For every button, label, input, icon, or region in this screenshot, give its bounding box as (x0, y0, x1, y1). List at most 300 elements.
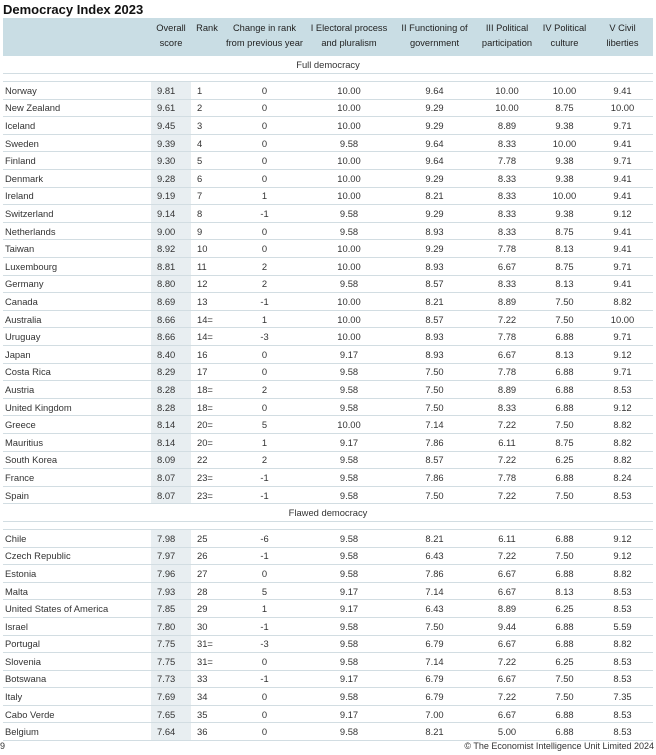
table-row (3, 398, 653, 416)
participation-score: 8.89 (477, 117, 537, 135)
civil-liberties-score: 8.53 (592, 723, 653, 741)
change-in-rank: 2 (223, 275, 306, 293)
participation-score: 8.33 (477, 275, 537, 293)
electoral-process-score: 9.58 (306, 451, 392, 469)
change-in-rank: 1 (223, 187, 306, 205)
functioning-score: 8.93 (392, 258, 477, 276)
culture-score: 6.88 (537, 617, 592, 635)
civil-liberties-score: 8.53 (592, 653, 653, 671)
rank: 13 (191, 293, 223, 311)
civil-liberties-score: 9.41 (592, 240, 653, 258)
rank: 9 (191, 222, 223, 240)
participation-score: 7.78 (477, 328, 537, 346)
page-number: 9 (0, 741, 6, 751)
rank: 5 (191, 152, 223, 170)
culture-score: 7.50 (537, 486, 592, 504)
civil-liberties-score: 9.41 (592, 275, 653, 293)
participation-score: 6.67 (477, 582, 537, 600)
overall-score: 8.14 (151, 416, 191, 434)
civil-liberties-score: 8.24 (592, 469, 653, 487)
page-title: Democracy Index 2023 (3, 2, 144, 17)
country-name: South Korea (3, 451, 151, 469)
electoral-process-score: 10.00 (306, 240, 392, 258)
rank: 25 (191, 529, 223, 547)
functioning-score: 7.50 (392, 381, 477, 399)
table-row (3, 275, 653, 293)
section-spacer (3, 521, 653, 529)
country-name: Finland (3, 152, 151, 170)
civil-liberties-score: 9.41 (592, 170, 653, 188)
civil-liberties-score: 9.71 (592, 152, 653, 170)
header-political-culture: IV Political culture (537, 18, 592, 56)
functioning-score: 7.50 (392, 363, 477, 381)
rank: 7 (191, 187, 223, 205)
table-row (3, 635, 653, 653)
change-in-rank: 5 (223, 416, 306, 434)
overall-score: 7.97 (151, 547, 191, 565)
culture-score: 7.50 (537, 293, 592, 311)
country-name: Chile (3, 529, 151, 547)
civil-liberties-score: 8.82 (592, 565, 653, 583)
table-row (3, 363, 653, 381)
change-in-rank: 0 (223, 688, 306, 706)
electoral-process-score: 10.00 (306, 99, 392, 117)
functioning-score: 7.86 (392, 433, 477, 451)
rank: 30 (191, 617, 223, 635)
civil-liberties-score: 8.82 (592, 451, 653, 469)
electoral-process-score: 10.00 (306, 152, 392, 170)
participation-score: 7.78 (477, 152, 537, 170)
country-name: Germany (3, 275, 151, 293)
civil-liberties-score: 8.53 (592, 381, 653, 399)
culture-score: 9.38 (537, 117, 592, 135)
rank: 20= (191, 416, 223, 434)
overall-score: 8.40 (151, 346, 191, 364)
culture-score: 6.88 (537, 328, 592, 346)
change-in-rank: 0 (223, 170, 306, 188)
country-name: Portugal (3, 635, 151, 653)
change-in-rank: 0 (223, 363, 306, 381)
change-in-rank: -1 (223, 486, 306, 504)
rank: 31= (191, 653, 223, 671)
rank: 33 (191, 670, 223, 688)
functioning-score: 9.64 (392, 82, 477, 100)
participation-score: 7.22 (477, 547, 537, 565)
change-in-rank: -6 (223, 529, 306, 547)
culture-score: 7.50 (537, 416, 592, 434)
header-overall-score: Overall score (151, 18, 191, 56)
electoral-process-score: 10.00 (306, 293, 392, 311)
table-row (3, 170, 653, 188)
culture-score: 6.88 (537, 723, 592, 741)
electoral-process-score: 9.58 (306, 635, 392, 653)
civil-liberties-score: 8.82 (592, 635, 653, 653)
functioning-score: 8.57 (392, 310, 477, 328)
civil-liberties-score: 9.41 (592, 82, 653, 100)
change-in-rank: 0 (223, 222, 306, 240)
country-name: Luxembourg (3, 258, 151, 276)
table-row (3, 258, 653, 276)
country-name: Italy (3, 688, 151, 706)
civil-liberties-score: 9.71 (592, 363, 653, 381)
overall-score: 7.93 (151, 582, 191, 600)
overall-score: 9.39 (151, 134, 191, 152)
overall-score: 8.28 (151, 398, 191, 416)
change-in-rank: -1 (223, 670, 306, 688)
rank: 29 (191, 600, 223, 618)
section-header-row (3, 56, 653, 74)
country-name: Slovenia (3, 653, 151, 671)
culture-score: 8.75 (537, 99, 592, 117)
electoral-process-score: 9.58 (306, 688, 392, 706)
participation-score: 6.11 (477, 433, 537, 451)
electoral-process-score: 10.00 (306, 170, 392, 188)
democracy-index-table (3, 18, 653, 741)
electoral-process-score: 9.58 (306, 222, 392, 240)
rank: 1 (191, 82, 223, 100)
table-row (3, 346, 653, 364)
section-label: Flawed democracy (3, 504, 653, 522)
civil-liberties-score: 5.59 (592, 617, 653, 635)
electoral-process-score: 10.00 (306, 328, 392, 346)
rank: 18= (191, 398, 223, 416)
functioning-score: 6.79 (392, 670, 477, 688)
overall-score: 7.85 (151, 600, 191, 618)
participation-score: 8.33 (477, 134, 537, 152)
civil-liberties-score: 9.71 (592, 117, 653, 135)
change-in-rank: 0 (223, 705, 306, 723)
culture-score: 7.50 (537, 688, 592, 706)
overall-score: 9.00 (151, 222, 191, 240)
table-row (3, 565, 653, 583)
overall-score: 7.96 (151, 565, 191, 583)
electoral-process-score: 9.58 (306, 617, 392, 635)
overall-score: 7.75 (151, 653, 191, 671)
country-name: Czech Republic (3, 547, 151, 565)
change-in-rank: -1 (223, 617, 306, 635)
functioning-score: 6.79 (392, 635, 477, 653)
change-in-rank: 0 (223, 117, 306, 135)
electoral-process-score: 9.58 (306, 486, 392, 504)
civil-liberties-score: 8.53 (592, 670, 653, 688)
functioning-score: 7.14 (392, 416, 477, 434)
functioning-score: 7.14 (392, 582, 477, 600)
overall-score: 9.30 (151, 152, 191, 170)
change-in-rank: 0 (223, 723, 306, 741)
overall-score: 7.80 (151, 617, 191, 635)
table-row (3, 293, 653, 311)
civil-liberties-score: 8.82 (592, 416, 653, 434)
culture-score: 6.88 (537, 635, 592, 653)
civil-liberties-score: 8.53 (592, 705, 653, 723)
overall-score: 8.29 (151, 363, 191, 381)
civil-liberties-score: 10.00 (592, 99, 653, 117)
civil-liberties-score: 9.41 (592, 134, 653, 152)
functioning-score: 8.57 (392, 275, 477, 293)
country-name: Netherlands (3, 222, 151, 240)
change-in-rank: 0 (223, 134, 306, 152)
culture-score: 10.00 (537, 134, 592, 152)
header-electoral-process: I Electoral process and pluralism (306, 18, 392, 56)
functioning-score: 8.21 (392, 723, 477, 741)
section-spacer (3, 74, 653, 82)
functioning-score: 7.50 (392, 398, 477, 416)
functioning-score: 9.29 (392, 170, 477, 188)
civil-liberties-score: 9.41 (592, 187, 653, 205)
participation-score: 6.67 (477, 635, 537, 653)
overall-score: 7.69 (151, 688, 191, 706)
change-in-rank: 0 (223, 240, 306, 258)
electoral-process-score: 9.58 (306, 275, 392, 293)
civil-liberties-score: 9.12 (592, 529, 653, 547)
participation-score: 7.22 (477, 451, 537, 469)
civil-liberties-score: 9.41 (592, 222, 653, 240)
electoral-process-score: 9.58 (306, 723, 392, 741)
functioning-score: 8.21 (392, 187, 477, 205)
table-row (3, 117, 653, 135)
country-name: Costa Rica (3, 363, 151, 381)
change-in-rank: 0 (223, 653, 306, 671)
culture-score: 8.75 (537, 433, 592, 451)
country-name: United States of America (3, 600, 151, 618)
electoral-process-score: 9.17 (306, 346, 392, 364)
country-name: Uruguay (3, 328, 151, 346)
change-in-rank: 0 (223, 398, 306, 416)
electoral-process-score: 9.58 (306, 529, 392, 547)
table-row (3, 617, 653, 635)
electoral-process-score: 9.58 (306, 205, 392, 223)
culture-score: 6.25 (537, 653, 592, 671)
electoral-process-score: 9.17 (306, 670, 392, 688)
table-row (3, 205, 653, 223)
functioning-score: 6.43 (392, 547, 477, 565)
culture-score: 9.38 (537, 170, 592, 188)
overall-score: 8.81 (151, 258, 191, 276)
electoral-process-score: 9.58 (306, 134, 392, 152)
culture-score: 8.13 (537, 240, 592, 258)
culture-score: 10.00 (537, 82, 592, 100)
rank: 35 (191, 705, 223, 723)
electoral-process-score: 9.17 (306, 600, 392, 618)
table-row (3, 451, 653, 469)
overall-score: 9.45 (151, 117, 191, 135)
participation-score: 9.44 (477, 617, 537, 635)
section-label: Full democracy (3, 56, 653, 74)
rank: 26 (191, 547, 223, 565)
change-in-rank: 0 (223, 152, 306, 170)
participation-score: 8.33 (477, 205, 537, 223)
functioning-score: 6.79 (392, 688, 477, 706)
participation-score: 6.67 (477, 705, 537, 723)
copyright-notice: © The Economist Intelligence Unit Limited 2024 (464, 741, 654, 751)
change-in-rank: -3 (223, 328, 306, 346)
civil-liberties-score: 8.53 (592, 600, 653, 618)
table-row (3, 222, 653, 240)
participation-score: 8.33 (477, 222, 537, 240)
electoral-process-score: 10.00 (306, 310, 392, 328)
participation-score: 7.78 (477, 469, 537, 487)
culture-score: 6.25 (537, 600, 592, 618)
table-body (3, 56, 653, 741)
civil-liberties-score: 8.82 (592, 293, 653, 311)
rank: 17 (191, 363, 223, 381)
culture-score: 6.25 (537, 451, 592, 469)
participation-score: 7.22 (477, 653, 537, 671)
rank: 2 (191, 99, 223, 117)
table-row (3, 653, 653, 671)
civil-liberties-score: 7.35 (592, 688, 653, 706)
rank: 18= (191, 381, 223, 399)
change-in-rank: 0 (223, 346, 306, 364)
table-row (3, 328, 653, 346)
participation-score: 6.67 (477, 565, 537, 583)
change-in-rank: 5 (223, 582, 306, 600)
overall-score: 9.61 (151, 99, 191, 117)
electoral-process-score: 9.17 (306, 582, 392, 600)
civil-liberties-score: 9.12 (592, 346, 653, 364)
change-in-rank: 1 (223, 433, 306, 451)
country-name: Cabo Verde (3, 705, 151, 723)
country-name: Sweden (3, 134, 151, 152)
overall-score: 8.14 (151, 433, 191, 451)
culture-score: 7.50 (537, 547, 592, 565)
participation-score: 8.89 (477, 293, 537, 311)
country-name: Ireland (3, 187, 151, 205)
civil-liberties-score: 9.12 (592, 205, 653, 223)
functioning-score: 9.64 (392, 152, 477, 170)
overall-score: 8.66 (151, 328, 191, 346)
culture-score: 6.88 (537, 565, 592, 583)
functioning-score: 9.29 (392, 117, 477, 135)
overall-score: 7.98 (151, 529, 191, 547)
table-row (3, 600, 653, 618)
participation-score: 10.00 (477, 99, 537, 117)
culture-score: 6.88 (537, 469, 592, 487)
civil-liberties-score: 9.12 (592, 398, 653, 416)
rank: 12 (191, 275, 223, 293)
electoral-process-score: 9.58 (306, 469, 392, 487)
culture-score: 6.88 (537, 705, 592, 723)
country-name: Taiwan (3, 240, 151, 258)
rank: 3 (191, 117, 223, 135)
change-in-rank: 2 (223, 381, 306, 399)
participation-score: 6.11 (477, 529, 537, 547)
country-name: Canada (3, 293, 151, 311)
culture-score: 9.38 (537, 152, 592, 170)
change-in-rank: -1 (223, 205, 306, 223)
participation-score: 5.00 (477, 723, 537, 741)
overall-score: 7.75 (151, 635, 191, 653)
electoral-process-score: 9.58 (306, 547, 392, 565)
change-in-rank: 1 (223, 600, 306, 618)
rank: 27 (191, 565, 223, 583)
overall-score: 9.81 (151, 82, 191, 100)
participation-score: 7.78 (477, 240, 537, 258)
rank: 11 (191, 258, 223, 276)
header-political-participation: III Political participation (477, 18, 537, 56)
overall-score: 8.07 (151, 469, 191, 487)
rank: 8 (191, 205, 223, 223)
functioning-score: 9.29 (392, 205, 477, 223)
rank: 6 (191, 170, 223, 188)
country-name: New Zealand (3, 99, 151, 117)
overall-score: 8.07 (151, 486, 191, 504)
table-row (3, 416, 653, 434)
electoral-process-score: 9.58 (306, 398, 392, 416)
overall-score: 8.69 (151, 293, 191, 311)
country-name: Austria (3, 381, 151, 399)
country-name: Greece (3, 416, 151, 434)
participation-score: 8.33 (477, 187, 537, 205)
culture-score: 10.00 (537, 187, 592, 205)
change-in-rank: 2 (223, 451, 306, 469)
culture-score: 8.13 (537, 346, 592, 364)
culture-score: 9.38 (537, 205, 592, 223)
change-in-rank: -1 (223, 293, 306, 311)
table-row (3, 582, 653, 600)
rank: 20= (191, 433, 223, 451)
electoral-process-score: 10.00 (306, 258, 392, 276)
header-rank: Rank (191, 18, 223, 56)
electoral-process-score: 10.00 (306, 82, 392, 100)
overall-score: 8.28 (151, 381, 191, 399)
change-in-rank: -3 (223, 635, 306, 653)
civil-liberties-score: 9.71 (592, 328, 653, 346)
table-row (3, 486, 653, 504)
country-name: Switzerland (3, 205, 151, 223)
functioning-score: 8.57 (392, 451, 477, 469)
country-name: Japan (3, 346, 151, 364)
functioning-score: 9.64 (392, 134, 477, 152)
functioning-score: 8.93 (392, 346, 477, 364)
functioning-score: 8.93 (392, 222, 477, 240)
change-in-rank: 0 (223, 82, 306, 100)
culture-score: 8.75 (537, 222, 592, 240)
change-in-rank: 2 (223, 258, 306, 276)
participation-score: 8.89 (477, 381, 537, 399)
participation-score: 10.00 (477, 82, 537, 100)
table-row (3, 240, 653, 258)
country-name: Mauritius (3, 433, 151, 451)
overall-score: 7.64 (151, 723, 191, 741)
functioning-score: 8.93 (392, 328, 477, 346)
participation-score: 7.22 (477, 310, 537, 328)
table-row (3, 134, 653, 152)
functioning-score: 8.21 (392, 293, 477, 311)
overall-score: 9.14 (151, 205, 191, 223)
section-header-row (3, 504, 653, 522)
functioning-score: 8.21 (392, 529, 477, 547)
header-row (3, 18, 653, 56)
culture-score: 8.75 (537, 258, 592, 276)
culture-score: 8.13 (537, 582, 592, 600)
table-row (3, 469, 653, 487)
country-name: Belgium (3, 723, 151, 741)
change-in-rank: 0 (223, 99, 306, 117)
country-name: Denmark (3, 170, 151, 188)
table-row (3, 529, 653, 547)
table-row (3, 688, 653, 706)
participation-score: 8.33 (477, 170, 537, 188)
table-row (3, 381, 653, 399)
rank: 22 (191, 451, 223, 469)
rank: 23= (191, 486, 223, 504)
functioning-score: 9.29 (392, 240, 477, 258)
overall-score: 9.28 (151, 170, 191, 188)
functioning-score: 6.43 (392, 600, 477, 618)
functioning-score: 7.14 (392, 653, 477, 671)
country-name: Norway (3, 82, 151, 100)
